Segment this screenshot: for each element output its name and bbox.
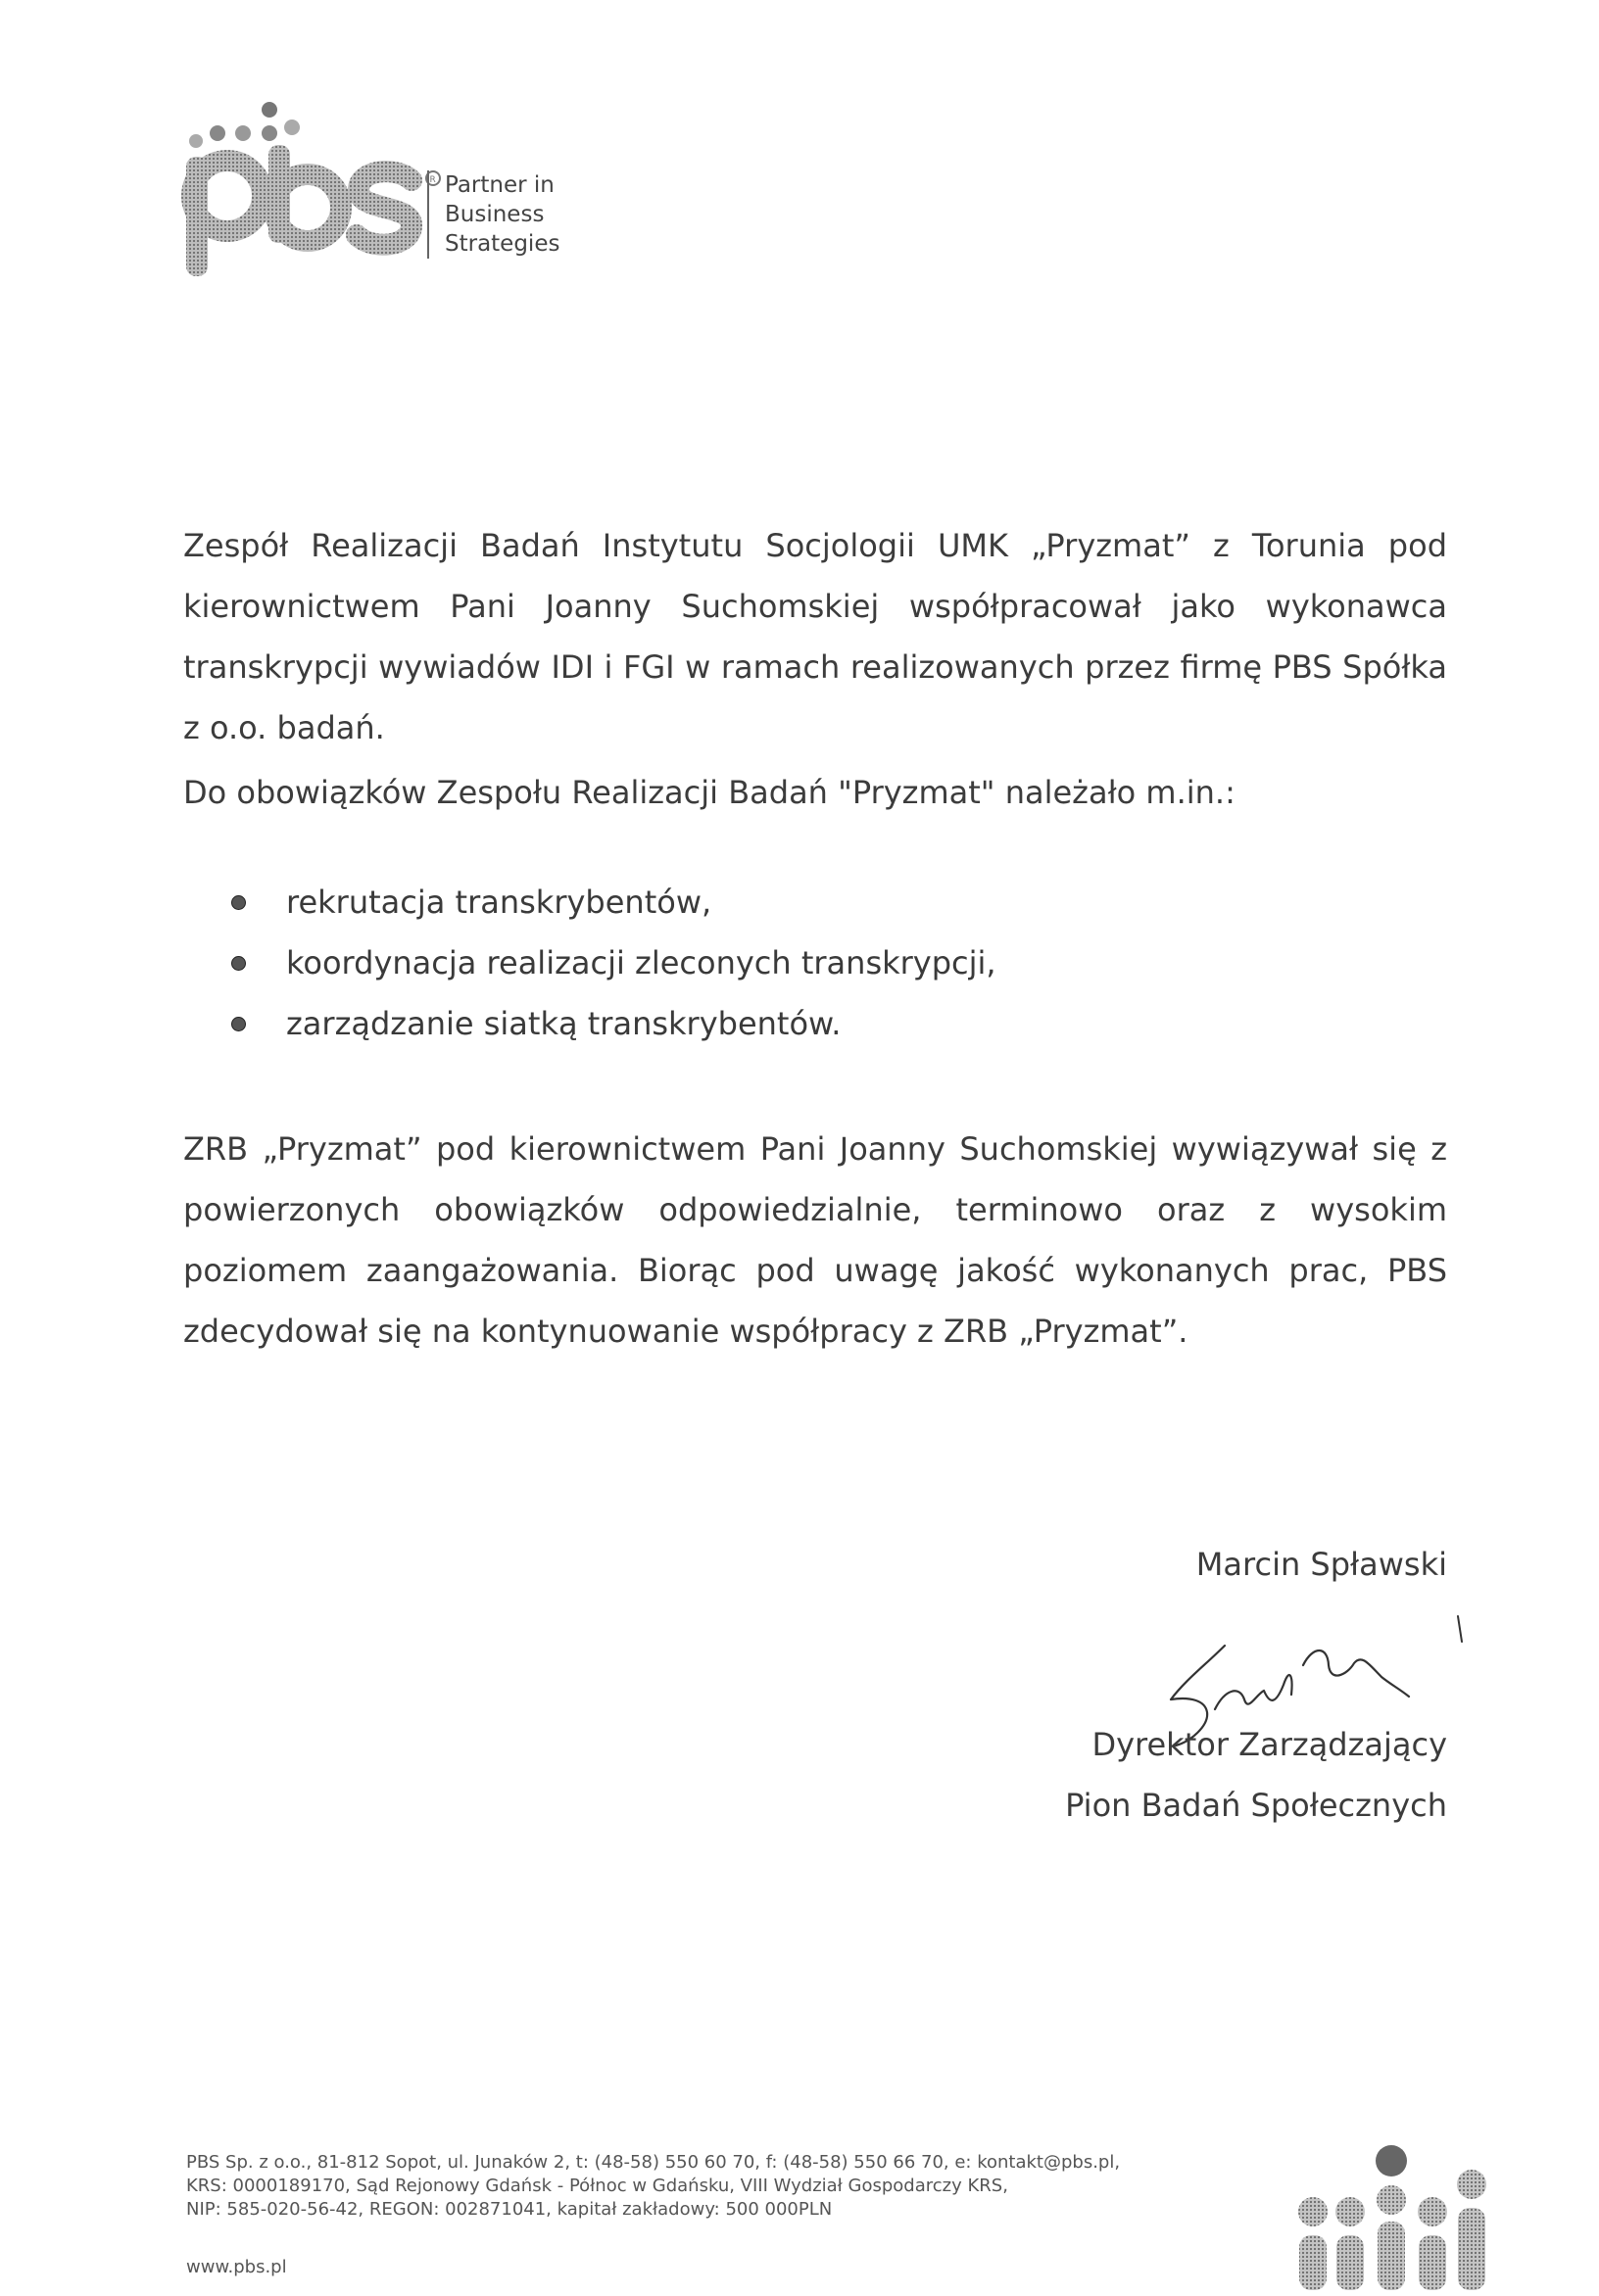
list-item [231,993,1407,1054]
footer-line-2: KRS: 0000189170, Sąd Rejonowy Gdańsk - Północ w Gdańsku, VIII Wydział Gospodarczy KRS, [186,2176,1008,2196]
tagline-line-1: Partner in [445,172,555,198]
list-item [231,872,1407,933]
paragraph-intro: Zespół Realizacji Badań Instytutu Socjologii UMK „Pryzmat” z Torunia pod kierownictwem Pani Joanny Suchomskiej współpracował jako wykonawca transkrypcji wywiadów IDI i FGI w ramach realizowanych przez firmę PBS Spółka z o.o. badań. [183,527,1447,746]
list-item [231,933,1407,993]
paragraph-duties: Do obowiązków Zespołu Realizacji Badań "Pryzmat" należało m.in.: [183,774,1236,811]
bullet-icon [231,895,246,910]
signatory-name: Marcin Spławski [1195,1546,1447,1583]
logo-tagline [427,170,559,259]
list-item-text: rekrutacja transkrybentów, [286,884,712,921]
tagline-line-3: Strategies [445,231,560,257]
footer-website: www.pbs.pl [186,2257,287,2277]
company-footer [186,2151,1120,2222]
footer-line-3: NIP: 585-020-56-42, REGON: 002871041, kapitał zakładowy: 500 000PLN [186,2199,833,2220]
signatory-title: Dyrektor Zarządzający [1091,1726,1447,1763]
signatory-department: Pion Badań Społecznych [1065,1787,1447,1824]
registered-mark: R [429,175,436,185]
bullet-icon [231,956,246,971]
paragraph-assessment: ZRB „Pryzmat” pod kierownictwem Pani Joanny Suchomskiej wywiązywał się z powierzonych obowiązków odpowiedzialnie, terminowo oraz z wysokim poziomem zaangażowania. Biorąc pod uwagę jakość wykonanych prac, PBS zdecydował się na kontynuowanie współpracy z ZRB „Pryzmat”. [183,1130,1447,1350]
tagline-line-2: Business [445,202,545,227]
bullet-icon [231,1017,246,1031]
pbs-footer-mark [1293,2126,1489,2292]
footer-line-1: PBS Sp. z o.o., 81-812 Sopot, ul. Junaków 2, t: (48-58) 550 60 70, f: (48-58) 550 66 70, e: kontakt@pbs.pl, [186,2152,1121,2173]
duties-list [231,872,1407,1054]
list-item-text: zarządzanie siatką transkrybentów. [286,1005,842,1042]
list-item-text: koordynacja realizacji zleconych transkrypcji, [286,944,996,981]
